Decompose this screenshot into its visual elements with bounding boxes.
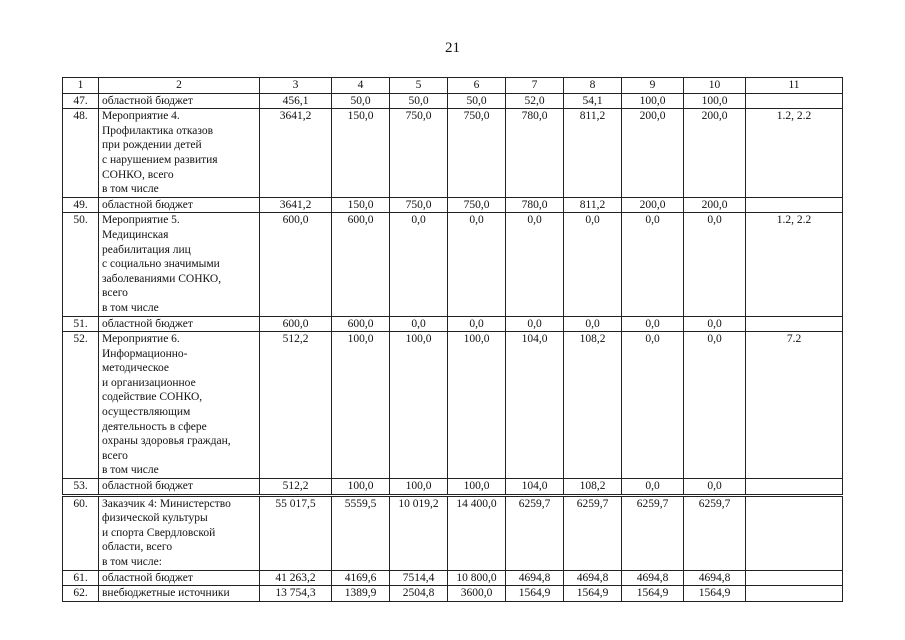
row-description — [99, 495, 260, 570]
amount-cell: 750,0 — [448, 197, 506, 213]
amount-cell: 200,0 — [622, 197, 684, 213]
amount-cell: 512,2 — [260, 332, 332, 479]
description-line: Профилактика отказов — [102, 124, 214, 137]
amount-cell: 750,0 — [448, 109, 506, 198]
amount-cell: 108,2 — [564, 479, 622, 496]
target-indicators: 1.2, 2.2 — [746, 213, 843, 316]
description-line: областной бюджет — [102, 317, 193, 330]
amount-cell: 2504,8 — [390, 586, 448, 602]
row-number: 53. — [63, 479, 99, 496]
amount-cell: 1564,9 — [622, 586, 684, 602]
amount-cell: 0,0 — [390, 316, 448, 332]
description-line: при рождении детей — [102, 139, 202, 152]
amount-cell: 1564,9 — [506, 586, 564, 602]
row-description — [99, 570, 260, 586]
description-line: содействие СОНКО, — [102, 391, 203, 404]
amount-cell: 1564,9 — [564, 586, 622, 602]
description-line: областной бюджет — [102, 480, 193, 493]
description-line: в том числе — [102, 301, 159, 314]
amount-cell: 6259,7 — [622, 495, 684, 570]
amount-cell: 600,0 — [332, 316, 390, 332]
amount-cell: 0,0 — [506, 213, 564, 316]
amount-cell: 200,0 — [622, 109, 684, 198]
column-header: 8 — [564, 78, 622, 94]
page-number: 21 — [445, 40, 460, 56]
amount-cell: 4694,8 — [564, 570, 622, 586]
amount-cell: 811,2 — [564, 197, 622, 213]
target-indicators — [746, 570, 843, 586]
amount-cell: 0,0 — [622, 213, 684, 316]
amount-cell: 52,0 — [506, 93, 564, 109]
amount-cell: 10 019,2 — [390, 495, 448, 570]
amount-cell: 104,0 — [506, 332, 564, 479]
row-number: 48. — [63, 109, 99, 198]
row-number: 47. — [63, 93, 99, 109]
header-row — [63, 78, 843, 94]
amount-cell: 600,0 — [332, 213, 390, 316]
description-line: физической культуры — [102, 512, 208, 525]
row-description — [99, 197, 260, 213]
amount-cell: 600,0 — [260, 316, 332, 332]
description-line: всего — [102, 449, 128, 462]
target-indicators — [746, 316, 843, 332]
description-line: Медицинская — [102, 228, 169, 241]
amount-cell: 811,2 — [564, 109, 622, 198]
column-header: 10 — [684, 78, 746, 94]
amount-cell: 780,0 — [506, 197, 564, 213]
amount-cell: 4694,8 — [506, 570, 564, 586]
amount-cell: 3600,0 — [448, 586, 506, 602]
description-line: деятельность в сфере — [102, 420, 207, 433]
amount-cell: 14 400,0 — [448, 495, 506, 570]
amount-cell: 54,1 — [564, 93, 622, 109]
amount-cell: 0,0 — [564, 316, 622, 332]
table-row — [63, 93, 843, 109]
amount-cell: 100,0 — [448, 479, 506, 496]
target-indicators: 7.2 — [746, 332, 843, 479]
amount-cell: 0,0 — [448, 213, 506, 316]
description-line: областной бюджет — [102, 198, 193, 211]
budget-table — [62, 77, 843, 602]
table-row — [63, 316, 843, 332]
amount-cell: 5559,5 — [332, 495, 390, 570]
row-description — [99, 586, 260, 602]
column-header: 5 — [390, 78, 448, 94]
amount-cell: 6259,7 — [684, 495, 746, 570]
amount-cell: 6259,7 — [506, 495, 564, 570]
description-line: Мероприятие 6. — [102, 333, 180, 346]
amount-cell: 41 263,2 — [260, 570, 332, 586]
table-row — [63, 332, 843, 479]
amount-cell: 50,0 — [448, 93, 506, 109]
amount-cell: 0,0 — [622, 332, 684, 479]
row-description — [99, 93, 260, 109]
description-line: области, всего — [102, 541, 173, 554]
amount-cell: 0,0 — [622, 479, 684, 496]
target-indicators: 1.2, 2.2 — [746, 109, 843, 198]
table-row — [63, 479, 843, 496]
description-line: реабилитация лиц — [102, 243, 191, 256]
row-number: 50. — [63, 213, 99, 316]
target-indicators — [746, 93, 843, 109]
amount-cell: 750,0 — [390, 197, 448, 213]
amount-cell: 456,1 — [260, 93, 332, 109]
amount-cell: 1389,9 — [332, 586, 390, 602]
table-body — [63, 93, 843, 601]
amount-cell: 108,2 — [564, 332, 622, 479]
amount-cell: 100,0 — [332, 479, 390, 496]
column-header: 9 — [622, 78, 684, 94]
amount-cell: 100,0 — [390, 479, 448, 496]
description-line: и спорта Свердловской — [102, 526, 216, 539]
row-number: 62. — [63, 586, 99, 602]
description-line: областной бюджет — [102, 571, 193, 584]
amount-cell: 0,0 — [684, 479, 746, 496]
amount-cell: 6259,7 — [564, 495, 622, 570]
amount-cell: 0,0 — [448, 316, 506, 332]
table-row — [63, 109, 843, 198]
amount-cell: 10 800,0 — [448, 570, 506, 586]
column-header: 2 — [99, 78, 260, 94]
amount-cell: 100,0 — [332, 332, 390, 479]
amount-cell: 200,0 — [684, 109, 746, 198]
amount-cell: 100,0 — [448, 332, 506, 479]
amount-cell: 1564,9 — [684, 586, 746, 602]
description-line: с нарушением развития — [102, 153, 218, 166]
amount-cell: 3641,2 — [260, 109, 332, 198]
table-row — [63, 197, 843, 213]
row-number: 51. — [63, 316, 99, 332]
description-line: осуществляющим — [102, 406, 191, 419]
description-line: Мероприятие 4. — [102, 110, 180, 123]
table-row — [63, 213, 843, 316]
amount-cell: 13 754,3 — [260, 586, 332, 602]
description-line: СОНКО, всего — [102, 168, 174, 181]
column-header: 1 — [63, 78, 99, 94]
amount-cell: 4694,8 — [684, 570, 746, 586]
row-description — [99, 332, 260, 479]
amount-cell: 0,0 — [622, 316, 684, 332]
column-header: 7 — [506, 78, 564, 94]
amount-cell: 0,0 — [506, 316, 564, 332]
amount-cell: 100,0 — [622, 93, 684, 109]
column-header: 4 — [332, 78, 390, 94]
description-line: заболеваниями СОНКО, — [102, 272, 222, 285]
row-number: 61. — [63, 570, 99, 586]
description-line: в том числе: — [102, 556, 162, 568]
amount-cell: 0,0 — [564, 213, 622, 316]
description-line: с социально значимыми — [102, 258, 220, 271]
amount-cell: 4169,6 — [332, 570, 390, 586]
table-row — [63, 495, 843, 570]
amount-cell: 104,0 — [506, 479, 564, 496]
target-indicators — [746, 479, 843, 496]
description-line: внебюджетные источники — [102, 587, 230, 600]
amount-cell: 150,0 — [332, 109, 390, 198]
amount-cell: 0,0 — [684, 213, 746, 316]
description-line: областной бюджет — [102, 94, 193, 107]
target-indicators — [746, 197, 843, 213]
amount-cell: 150,0 — [332, 197, 390, 213]
amount-cell: 50,0 — [390, 93, 448, 109]
amount-cell: 3641,2 — [260, 197, 332, 213]
amount-cell: 100,0 — [684, 93, 746, 109]
row-description — [99, 479, 260, 496]
amount-cell: 0,0 — [684, 316, 746, 332]
table-row — [63, 586, 843, 602]
row-description — [99, 109, 260, 198]
column-header: 3 — [260, 78, 332, 94]
amount-cell: 50,0 — [332, 93, 390, 109]
amount-cell: 750,0 — [390, 109, 448, 198]
amount-cell: 512,2 — [260, 479, 332, 496]
target-indicators — [746, 586, 843, 602]
amount-cell: 4694,8 — [622, 570, 684, 586]
amount-cell: 600,0 — [260, 213, 332, 316]
description-line: и организационное — [102, 376, 196, 389]
row-description — [99, 316, 260, 332]
amount-cell: 0,0 — [390, 213, 448, 316]
column-header: 11 — [746, 78, 843, 94]
target-indicators — [746, 495, 843, 570]
description-line: всего — [102, 287, 128, 300]
description-line: методическое — [102, 362, 169, 375]
description-line: охраны здоровья граждан, — [102, 435, 231, 448]
table-row — [63, 570, 843, 586]
row-number: 49. — [63, 197, 99, 213]
column-header: 6 — [448, 78, 506, 94]
amount-cell: 7514,4 — [390, 570, 448, 586]
row-number: 52. — [63, 332, 99, 479]
amount-cell: 0,0 — [684, 332, 746, 479]
description-line: в том числе — [102, 464, 159, 477]
amount-cell: 780,0 — [506, 109, 564, 198]
amount-cell: 200,0 — [684, 197, 746, 213]
description-line: Информационно- — [102, 347, 188, 360]
row-number: 60. — [63, 495, 99, 570]
description-line: Заказчик 4: Министерство — [102, 497, 231, 510]
amount-cell: 55 017,5 — [260, 495, 332, 570]
amount-cell: 100,0 — [390, 332, 448, 479]
row-description — [99, 213, 260, 316]
description-line: в том числе — [102, 183, 159, 196]
description-line: Мероприятие 5. — [102, 214, 180, 227]
